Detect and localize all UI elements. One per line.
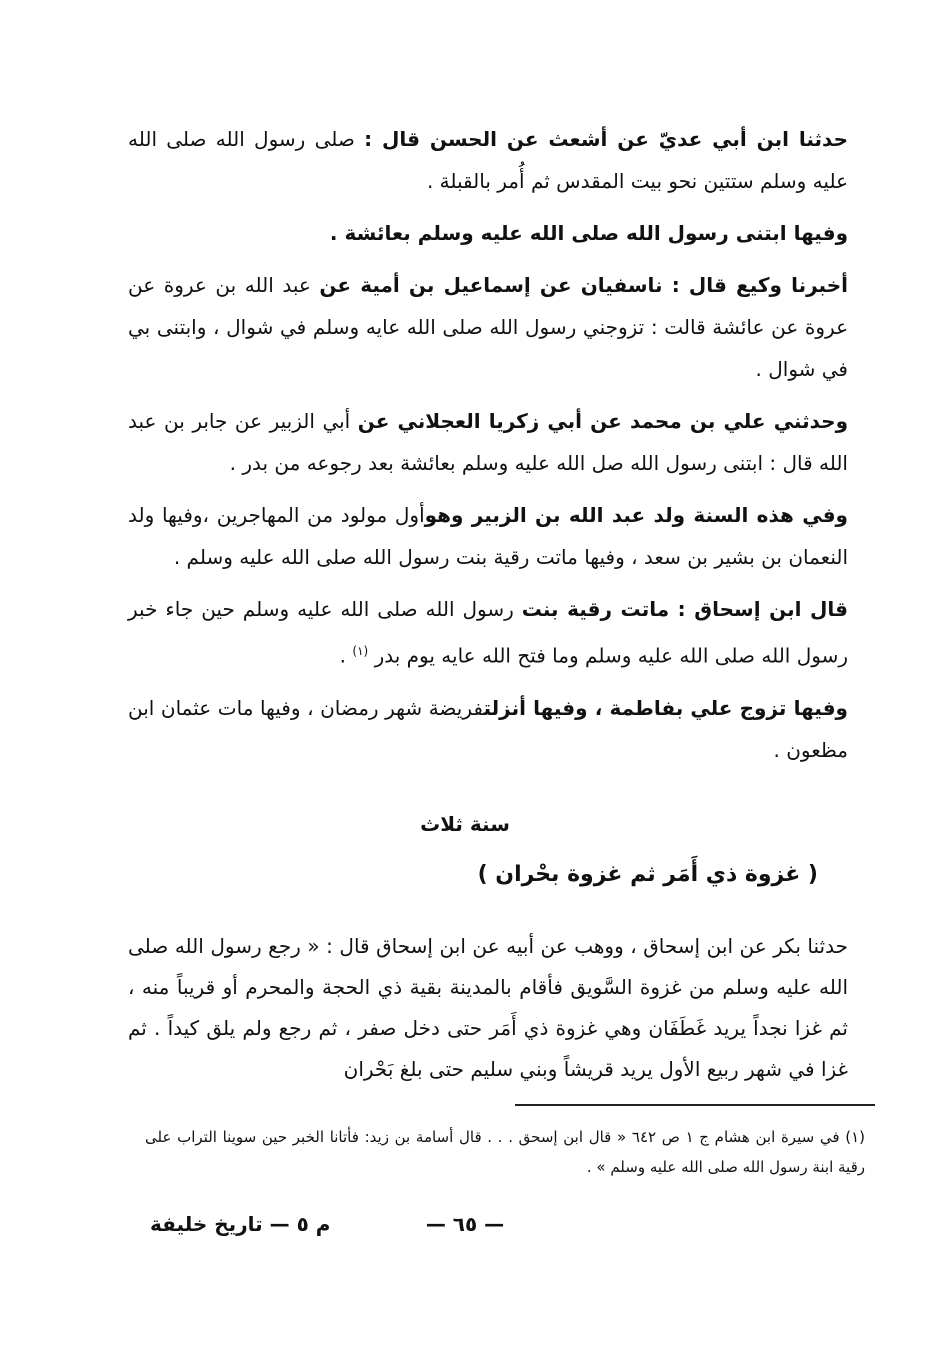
paragraph-6-end: . (339, 643, 353, 668)
paragraph-6 (128, 588, 848, 677)
paragraph-5-rest: أول مولود من المهاجرين ،وفيها ولد النعمان بن بشير بن سعد ، وفيها ماتت رقية بنت رسول الله صلى الله عليه وسلم . (128, 503, 848, 569)
paragraph-4-lead: وحدثني علي بن محمد عن أبي زكريا العجلاني عن (357, 409, 848, 433)
paragraph-5-lead: وفي هذه السنة ولد عبد الله بن الزبير وهو (424, 503, 848, 527)
paragraph-2 (128, 212, 848, 254)
footnote-divider (515, 1104, 875, 1106)
paragraph-4 (128, 400, 848, 484)
section-body: حدثنا بكر عن ابن إسحاق ، ووهب عن أبيه عن ابن إسحاق قال : « رجع رسول الله صلى الله عليه وسلم من غزوة السَّويق فأقام بالمدينة بقية ذي الحجة والمحرم أو قريباً منه ، ثم غزا نجداً يريد غَطَفَان وهي غزوة ذي أَمَر حتى دخل صفر ، ثم رجع ولم يلق كيداً . ثم غزا في شهر ربيع الأول يريد قريشاً وبني سليم حتى بلغ بَحْران (128, 934, 848, 1081)
paragraph-6-lead: قال ابن إسحاق : ماتت رقية بنت (521, 597, 848, 621)
paragraph-3-lead: أخبرنا وكيع قال : ناسفيان عن إسماعيل بن أمية عن (319, 273, 848, 297)
paragraph-4-rest: أبي الزبير عن جابر بن عبد الله قال : ابتنى رسول الله صل الله عليه وسلم بعائشة بعد رجوعه من بدر . (128, 409, 848, 475)
paragraph-3-rest: عبد الله بن عروة عن عروة عن عائشة قالت : تزوجني رسول الله صلى الله عايه وسلم في شوال ، وابتنى بي في شوال . (128, 273, 848, 381)
page-number: — ٦٥ — (425, 1212, 505, 1236)
main-text (128, 118, 848, 781)
footnote-text: (١) في سيرة ابن هشام ج ١ ص ٦٤٢ « قال ابن إسحق . . . قال أسامة بن زيد: فأتانا الخبر حين سوينا التراب على رقية ابنة رسول الله صلى الله عليه وسلم » . (145, 1128, 865, 1176)
paragraph-1-rest: صلى رسول الله صلى الله عليه وسلم ستتين نحو بيت المقدس ثم أُمر بالقبلة . (128, 127, 848, 193)
paragraph-1-lead: حدثنا ابن أبي عديّ عن أشعث عن الحسن قال : (364, 127, 849, 151)
year-heading: سنة ثلاث (420, 812, 510, 836)
section-heading: ( غزوة ذي أَمَر ثم غزوة بحْران ) (477, 862, 818, 887)
paragraph-2-lead: وفيها ابتنى رسول الله صلى الله عليه وسلم بعائشة . (329, 221, 848, 245)
paragraph-5 (128, 494, 848, 578)
paragraph-7-lead: وفيها تزوج علي بفاطمة ، وفيها أنزلت (483, 695, 848, 720)
paragraph-6-rest: رسول الله صلى الله عليه وسلم حين جاء خبر رسول الله صلى الله عليه وسلم وما فتح الله عايه يوم بدر (128, 597, 848, 668)
paragraph-7 (128, 687, 848, 771)
signature-mark: م ٥ — تاريخ خليفة (150, 1212, 331, 1236)
paragraph-3 (128, 264, 848, 390)
paragraph-1 (128, 118, 848, 202)
footnote-marker: (١) (352, 644, 369, 658)
paragraph-7-rest: فريضة شهر رمضان ، وفيها مات عثمان ابن مظعون . (128, 695, 848, 762)
